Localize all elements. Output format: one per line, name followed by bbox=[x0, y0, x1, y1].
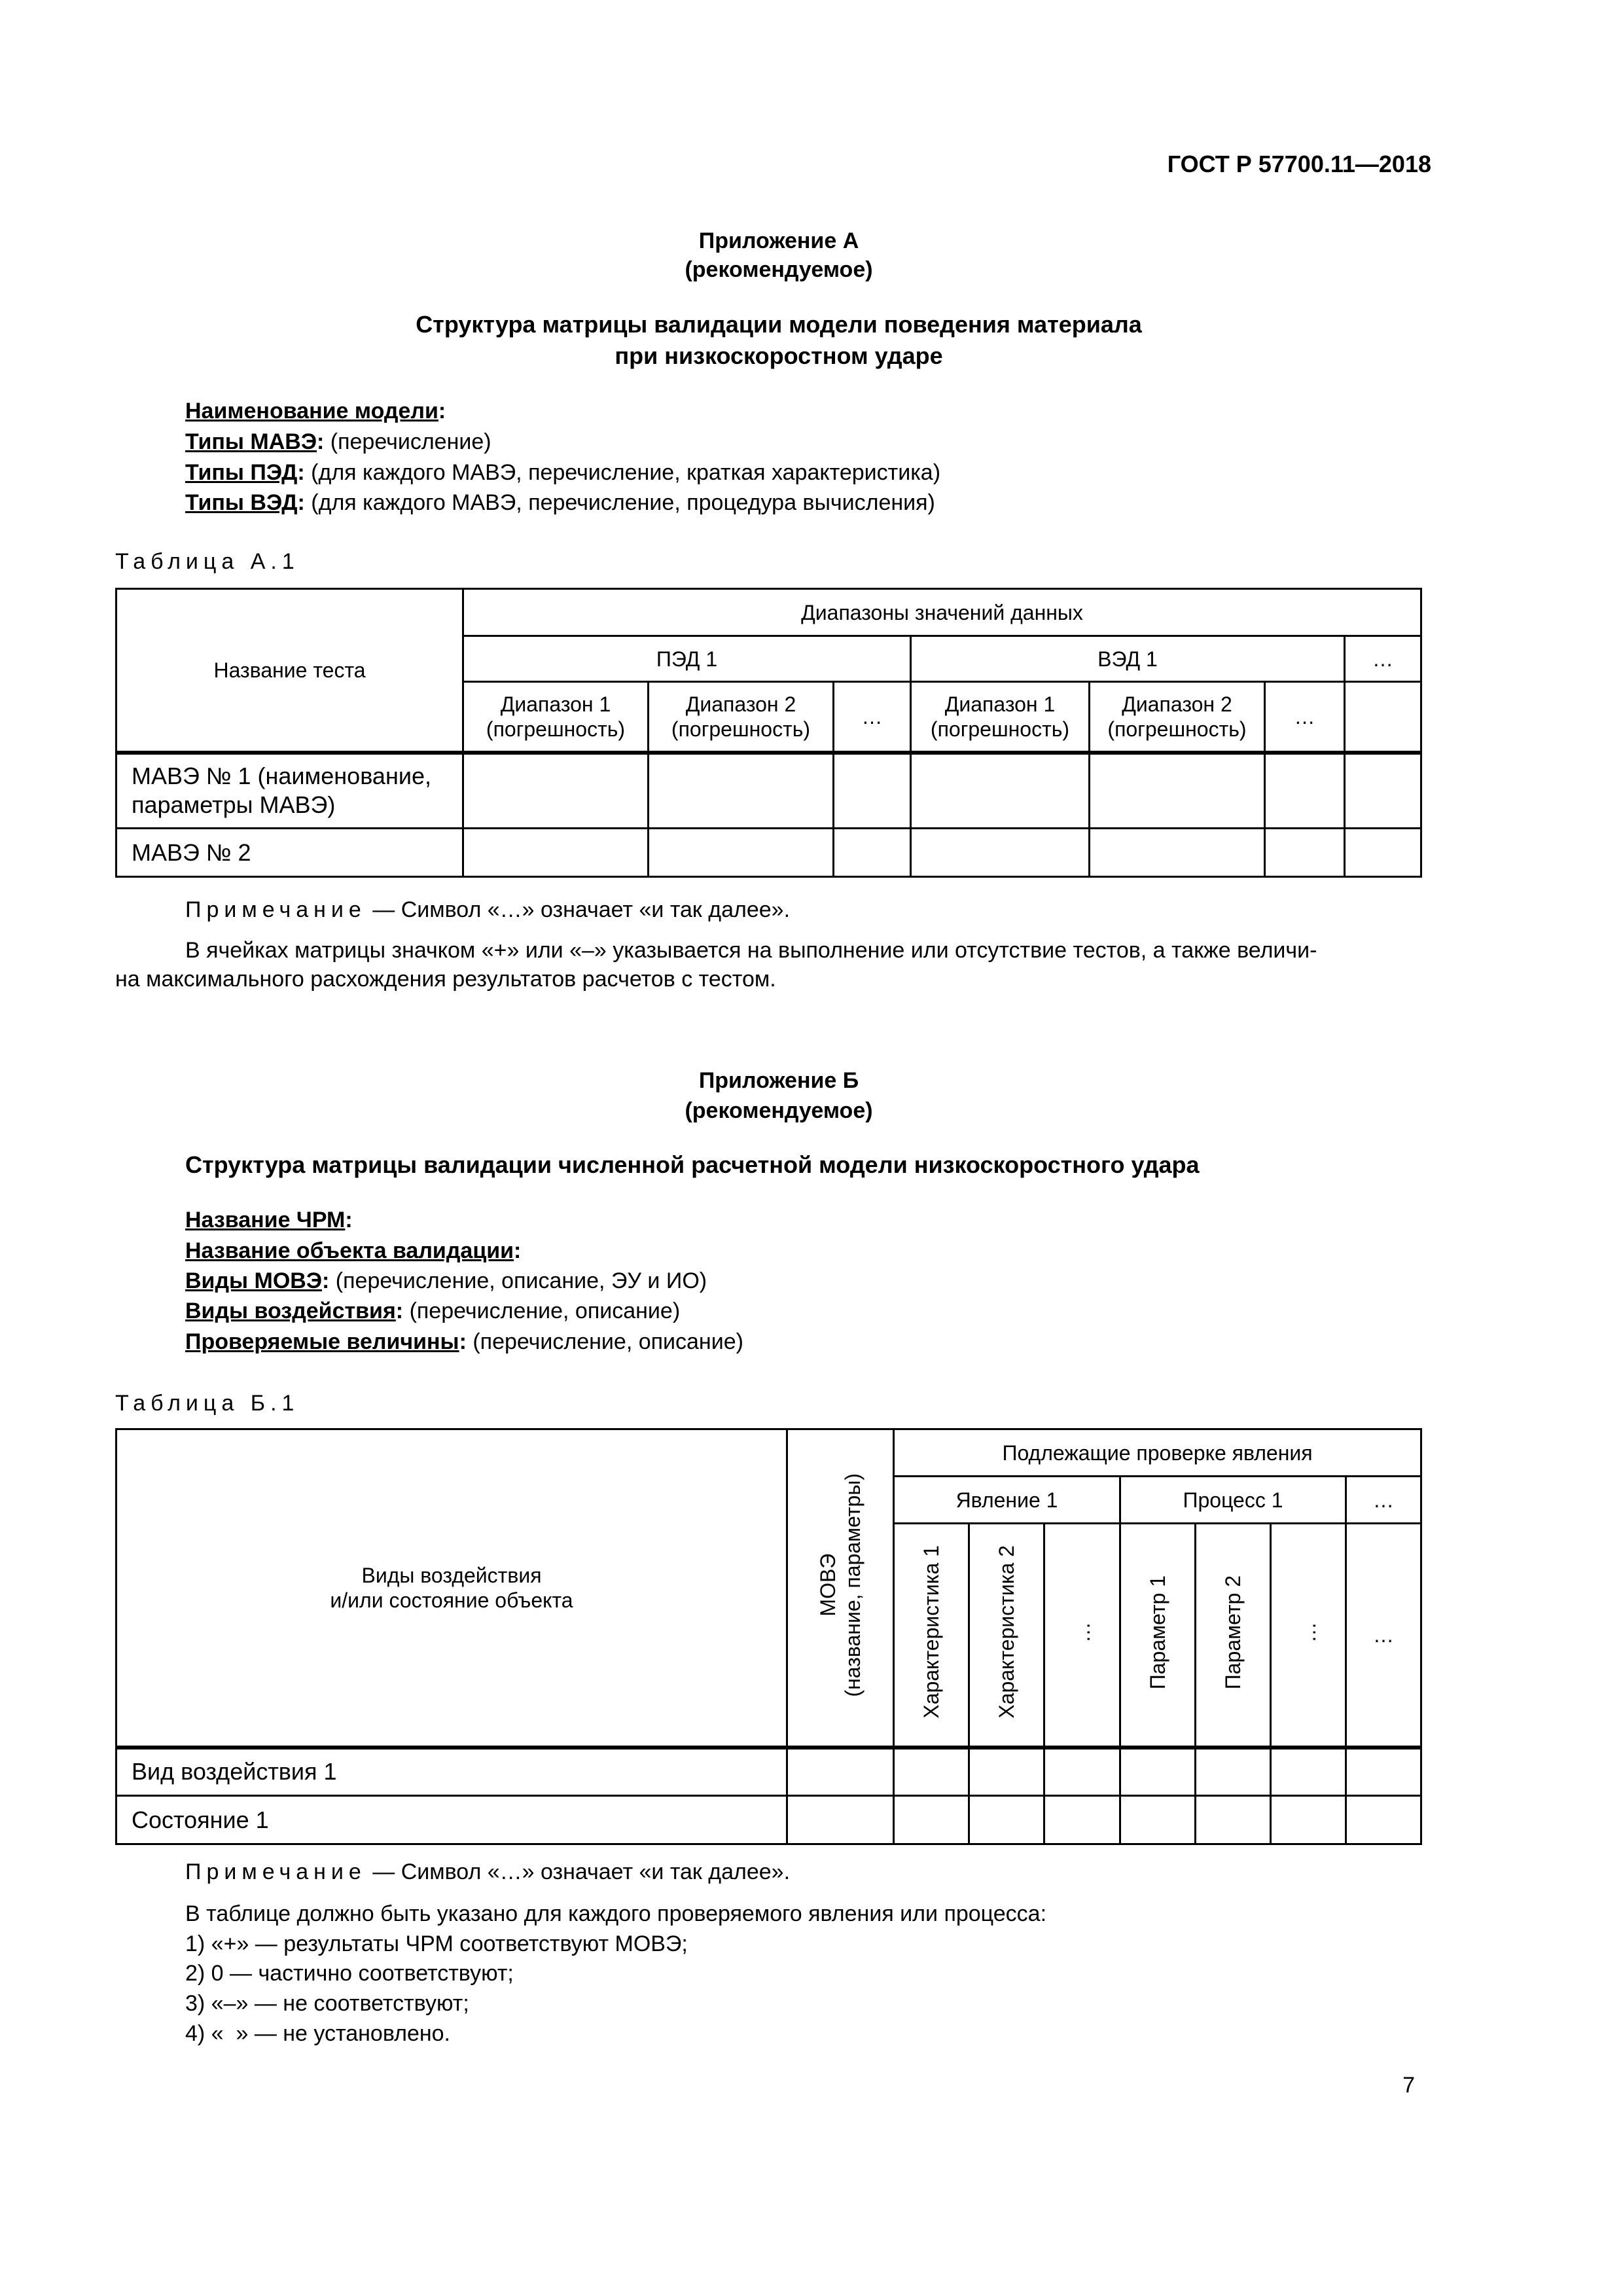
table-b1-impact-header: Виды воздействия и/или состояние объекта bbox=[116, 1429, 787, 1748]
appendix-b-heading: Структура матрицы валидации численной расчетной модели низкоскоростного удара bbox=[185, 1151, 1200, 1178]
appendix-b-field-impact-types: Виды воздействия: (перечисление, описание) bbox=[185, 1299, 681, 1323]
appendix-a-paragraph-line1: В ячейках матрицы значком «+» или «–» указывается на выполнение или отсутствие тестов, а также величи- bbox=[185, 938, 1317, 963]
table-b1-cell bbox=[787, 1796, 894, 1844]
table-a1-ved-more: … bbox=[1265, 682, 1345, 753]
appendix-a-paragraph-line2: на максимального расхождения результатов расчетов с тестом. bbox=[115, 967, 776, 992]
appendix-a-field-model-name: Наименование модели: bbox=[185, 399, 446, 423]
table-b1-param2-header: Параметр 2 bbox=[1196, 1524, 1271, 1748]
appendix-a-field-ped-types: Типы ПЭД: (для каждого МАВЭ, перечисление, краткая характеристика) bbox=[185, 460, 941, 485]
table-a1-ved-header: ВЭД 1 bbox=[911, 636, 1345, 682]
table-a1-ped-header: ПЭД 1 bbox=[463, 636, 911, 682]
appendix-b-note: Примечание — Символ «…» означает «и так далее». bbox=[185, 1859, 791, 1884]
table-a1-cell bbox=[834, 829, 911, 877]
page-number: 7 bbox=[1402, 2073, 1415, 2098]
appendix-b-list-item-4: 4) « » — не установлено. bbox=[185, 2021, 450, 2046]
table-a1-row2-label: МАВЭ № 2 bbox=[116, 829, 463, 877]
table-b1-row1-label: Вид воздействия 1 bbox=[116, 1748, 787, 1796]
table-a1-cell bbox=[1345, 753, 1421, 829]
table-b1-cell bbox=[969, 1796, 1044, 1844]
table-b1-cell bbox=[1044, 1796, 1120, 1844]
table-a1-cell bbox=[1265, 753, 1345, 829]
table-a1-ranges-header: Диапазоны значений данных bbox=[463, 589, 1421, 636]
table-b1-cell bbox=[1346, 1796, 1421, 1844]
appendix-b-field-movd-types: Виды МОВЭ: (перечисление, описание, ЭУ и ИО) bbox=[185, 1268, 707, 1293]
table-a1-test-name-header: Название теста bbox=[116, 589, 463, 753]
table-a1-ped-range2: Диапазон 2 (погрешность) bbox=[649, 682, 834, 753]
table-b1-cell bbox=[894, 1748, 969, 1796]
table-b1-char1-header: Характеристика 1 bbox=[894, 1524, 969, 1748]
appendix-a-field-ved-types: Типы ВЭД: (для каждого МАВЭ, перечисление, процедура вычисления) bbox=[185, 490, 935, 515]
appendix-a-title: Приложение А bbox=[698, 228, 859, 253]
table-b1-cell bbox=[1120, 1748, 1196, 1796]
table-a1-cell bbox=[1090, 829, 1265, 877]
table-a1-cell bbox=[1265, 829, 1345, 877]
table-b1-last-more: … bbox=[1346, 1524, 1421, 1748]
appendix-b-field-object-name: Название объекта валидации: bbox=[185, 1238, 522, 1263]
table-b1-caption: Таблица Б.1 bbox=[115, 1391, 300, 1416]
table-b1 bbox=[115, 1428, 1422, 1845]
table-a1-cell bbox=[834, 753, 911, 829]
table-a1-cell bbox=[911, 829, 1090, 877]
table-b1-row2-label: Состояние 1 bbox=[116, 1796, 787, 1844]
appendix-b-list-item-1: 1) «+» — результаты ЧРМ соответствуют МОВЭ; bbox=[185, 1931, 688, 1956]
table-a1-cell bbox=[649, 829, 834, 877]
table-b1-phenomena-header: Подлежащие проверке явления bbox=[894, 1429, 1421, 1477]
appendix-b-list-item-2: 2) 0 — частично соответствуют; bbox=[185, 1961, 514, 1986]
table-a1-ped-more: … bbox=[834, 682, 911, 753]
table-a1-cell bbox=[1090, 753, 1265, 829]
appendix-a-heading-line1: Структура матрицы валидации модели поведения материала bbox=[416, 311, 1142, 338]
table-a1-cell bbox=[1345, 829, 1421, 877]
appendix-b-field-checked-values: Проверяемые величины: (перечисление, описание) bbox=[185, 1329, 743, 1354]
table-a1-cell bbox=[463, 829, 649, 877]
table-a1-ped-range1: Диапазон 1 (погрешность) bbox=[463, 682, 649, 753]
table-a1 bbox=[115, 588, 1422, 878]
table-b1-process-header: Процесс 1 bbox=[1120, 1477, 1346, 1524]
table-b1-cell bbox=[1196, 1796, 1271, 1844]
table-b1-cell bbox=[1120, 1796, 1196, 1844]
document-code: ГОСТ Р 57700.11—2018 bbox=[1167, 151, 1431, 177]
table-b1-cell bbox=[894, 1796, 969, 1844]
table-a1-empty-cell bbox=[1345, 682, 1421, 753]
table-a1-row1-label: МАВЭ № 1 (наименование, параметры МАВЭ) bbox=[116, 753, 463, 829]
table-b1-cell bbox=[1346, 1748, 1421, 1796]
table-b1-cell bbox=[787, 1748, 894, 1796]
table-b1-cell bbox=[969, 1748, 1044, 1796]
table-a1-ved-range2: Диапазон 2 (погрешность) bbox=[1090, 682, 1265, 753]
appendix-b-status: (рекомендуемое) bbox=[685, 1098, 873, 1123]
table-a1-cell bbox=[649, 753, 834, 829]
appendix-a-heading-line2: при низкоскоростном ударе bbox=[615, 342, 943, 369]
table-b1-movd-header: МОВЭ (название, параметры) bbox=[787, 1429, 894, 1748]
table-a1-more-header: … bbox=[1345, 636, 1421, 682]
table-a1-cell bbox=[463, 753, 649, 829]
appendix-a-field-mave-types: Типы МАВЭ: (перечисление) bbox=[185, 429, 491, 454]
appendix-b-title: Приложение Б bbox=[698, 1068, 859, 1093]
table-a1-cell bbox=[911, 753, 1090, 829]
table-b1-char2-header: Характеристика 2 bbox=[969, 1524, 1044, 1748]
table-b1-cell bbox=[1271, 1748, 1346, 1796]
table-a1-caption: Таблица А.1 bbox=[115, 549, 300, 574]
table-b1-cell bbox=[1196, 1748, 1271, 1796]
table-b1-more-header: … bbox=[1346, 1477, 1421, 1524]
table-a1-ved-range1: Диапазон 1 (погрешность) bbox=[911, 682, 1090, 753]
table-b1-param1-header: Параметр 1 bbox=[1120, 1524, 1196, 1748]
table-b1-cell bbox=[1271, 1796, 1346, 1844]
table-b1-char-more: … bbox=[1044, 1524, 1120, 1748]
appendix-b-field-chrm-name: Название ЧРМ: bbox=[185, 1208, 353, 1232]
table-b1-param-more: … bbox=[1271, 1524, 1346, 1748]
table-b1-phenomenon-header: Явление 1 bbox=[894, 1477, 1120, 1524]
appendix-b-list-item-3: 3) «–» — не соответствуют; bbox=[185, 1991, 469, 2016]
appendix-a-status: (рекомендуемое) bbox=[685, 257, 873, 282]
appendix-b-list-intro: В таблице должно быть указано для каждого проверяемого явления или процесса: bbox=[185, 1901, 1047, 1926]
table-b1-cell bbox=[1044, 1748, 1120, 1796]
appendix-a-note: Примечание — Символ «…» означает «и так далее». bbox=[185, 897, 791, 922]
